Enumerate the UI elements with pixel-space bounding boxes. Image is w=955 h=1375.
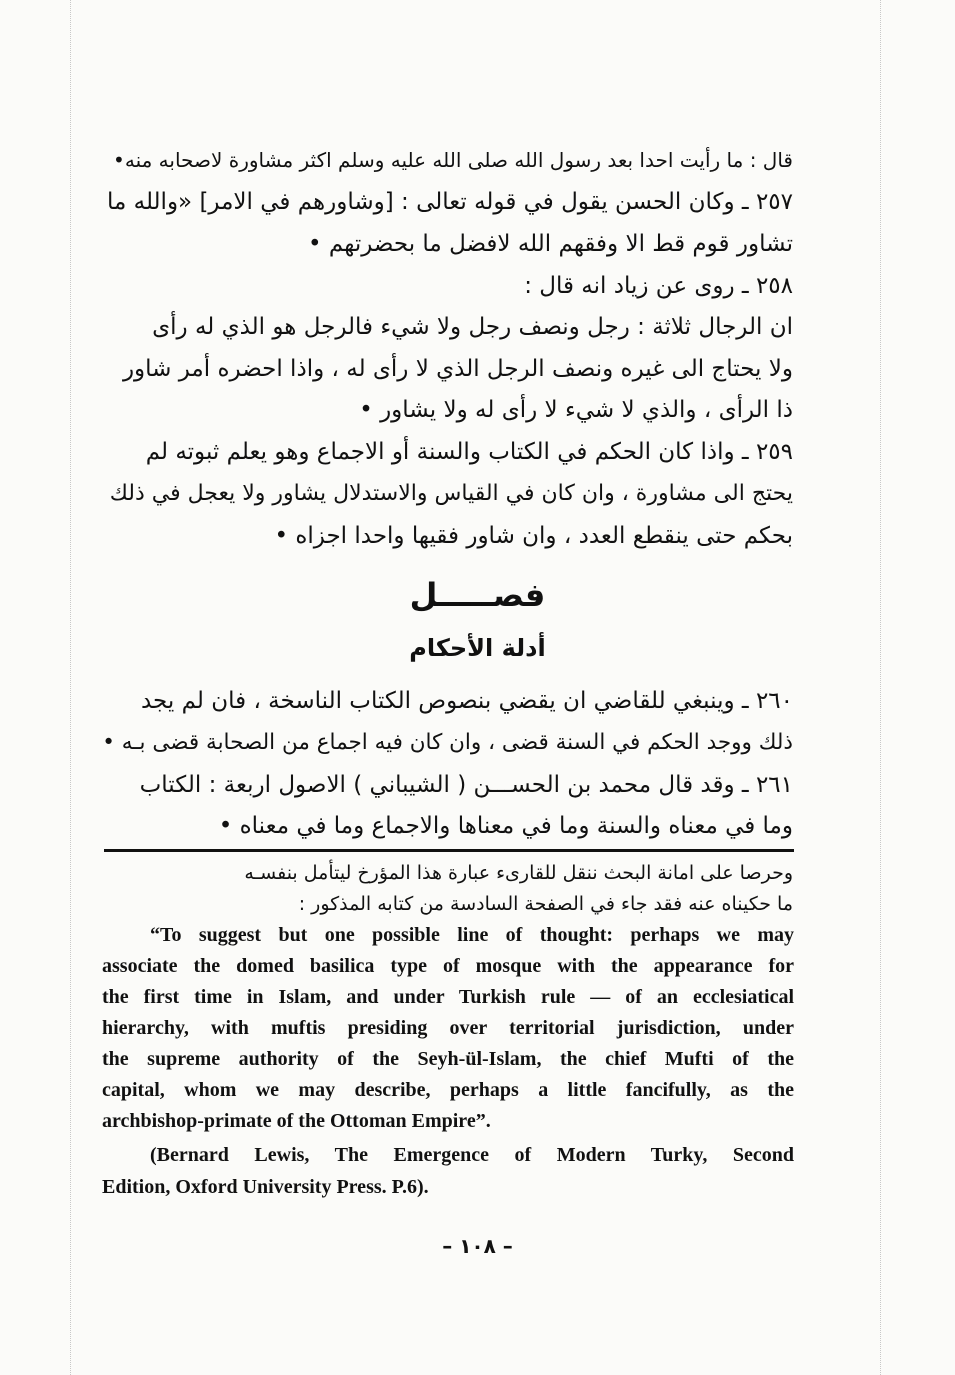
body-line: ولا يحتاج الى غيره ونصف الرجل الذي لا رأى له ، واذا احضره أمر شاور [122,356,793,382]
body-line: ٢٦١ ـ وقد قال محمد بن الحســـن ( الشيباني ) الاصول اربعة : الكتاب [139,772,793,798]
body-line: تشاور قوم قط الا وفقهم الله لافضل ما بحضرتهم • [308,231,793,257]
body-line: قال : ما رأيت احدا بعد رسول الله صلى الله عليه وسلم اكثر مشاورة لاصحابه منه• [113,148,793,172]
citation-line: (Bernard Lewis, The Emergence of Modern Turky, Second [150,1144,794,1166]
page-number: – ١٠٨ – [442,1234,513,1258]
quote-line: archbishop-primate of the Ottoman Empire”. [102,1110,491,1132]
citation-line: Edition, Oxford University Press. P.6). [102,1176,429,1198]
quote-line: capital, whom we may describe, perhaps a little fancifully, as the [102,1079,794,1101]
body-line: وما في معناه والسنة وما في معناها والاجماع وما في معناه • [218,813,793,839]
body-line: ذلك ووجد الحكم في السنة قضى ، وان كان فيه اجماع من الصحابة قضى بـه • [102,730,793,755]
quote-line: associate the domed basilica type of mosque with the appearance for [102,955,794,977]
scan-margin-dots [70,0,71,1375]
body-line: ٢٥٧ ـ وكان الحسن يقول في قوله تعالى : [وشاورهم في الامر] «والله ما [106,189,793,215]
section-title: فصـــــل [409,576,546,614]
body-line: ان الرجال ثلاثة : رجل ونصف رجل ولا شيء فالرجل هو الذي له رأى [152,314,793,340]
quote-line: hierarchy, with muftis presiding over territorial jurisdiction, under [102,1017,794,1039]
footnote-line: وحرصا على امانة البحث ننقل للقارىء عبارة هذا المؤرخ ليتأمل بنفسـه [244,862,793,884]
quote-line: the first time in Islam, and under Turkish rule — of an ecclesiatical [102,986,794,1008]
body-line: يحتج الى مشاورة ، وان كان في القياس والاستدلال يشاور ولا يعجل في ذلك [109,481,793,506]
scan-margin-dots [880,0,881,1375]
section-subtitle: أدلة الأحكام [409,634,546,662]
footnote-divider [104,849,794,852]
body-line: ذا الرأى ، والذي لا شيء لا رأى له ولا يشاور • [359,397,793,423]
body-line: ٢٥٨ ـ روى عن زياد انه قال : [524,273,793,299]
body-line: ٢٥٩ ـ واذا كان الحكم في الكتاب والسنة أو الاجماع وهو يعلم ثبوته لم [145,439,793,465]
body-line: بحكم حتى ينقطع العدد ، وان شاور فقيها واحدا اجزاه • [274,523,793,549]
footnote-line: ما حكيناه عنه فقد جاء في الصفحة السادسة من كتابه المذكور : [298,893,793,915]
quote-line: the supreme authority of the Seyh-ül-Islam, the chief Mufti of the [102,1048,794,1070]
quote-line: “To suggest but one possible line of thought: perhaps we may [150,924,794,946]
body-line: ٢٦٠ ـ وينبغي للقاضي ان يقضي بنصوص الكتاب الناسخة ، فان لم يجد [140,688,793,714]
